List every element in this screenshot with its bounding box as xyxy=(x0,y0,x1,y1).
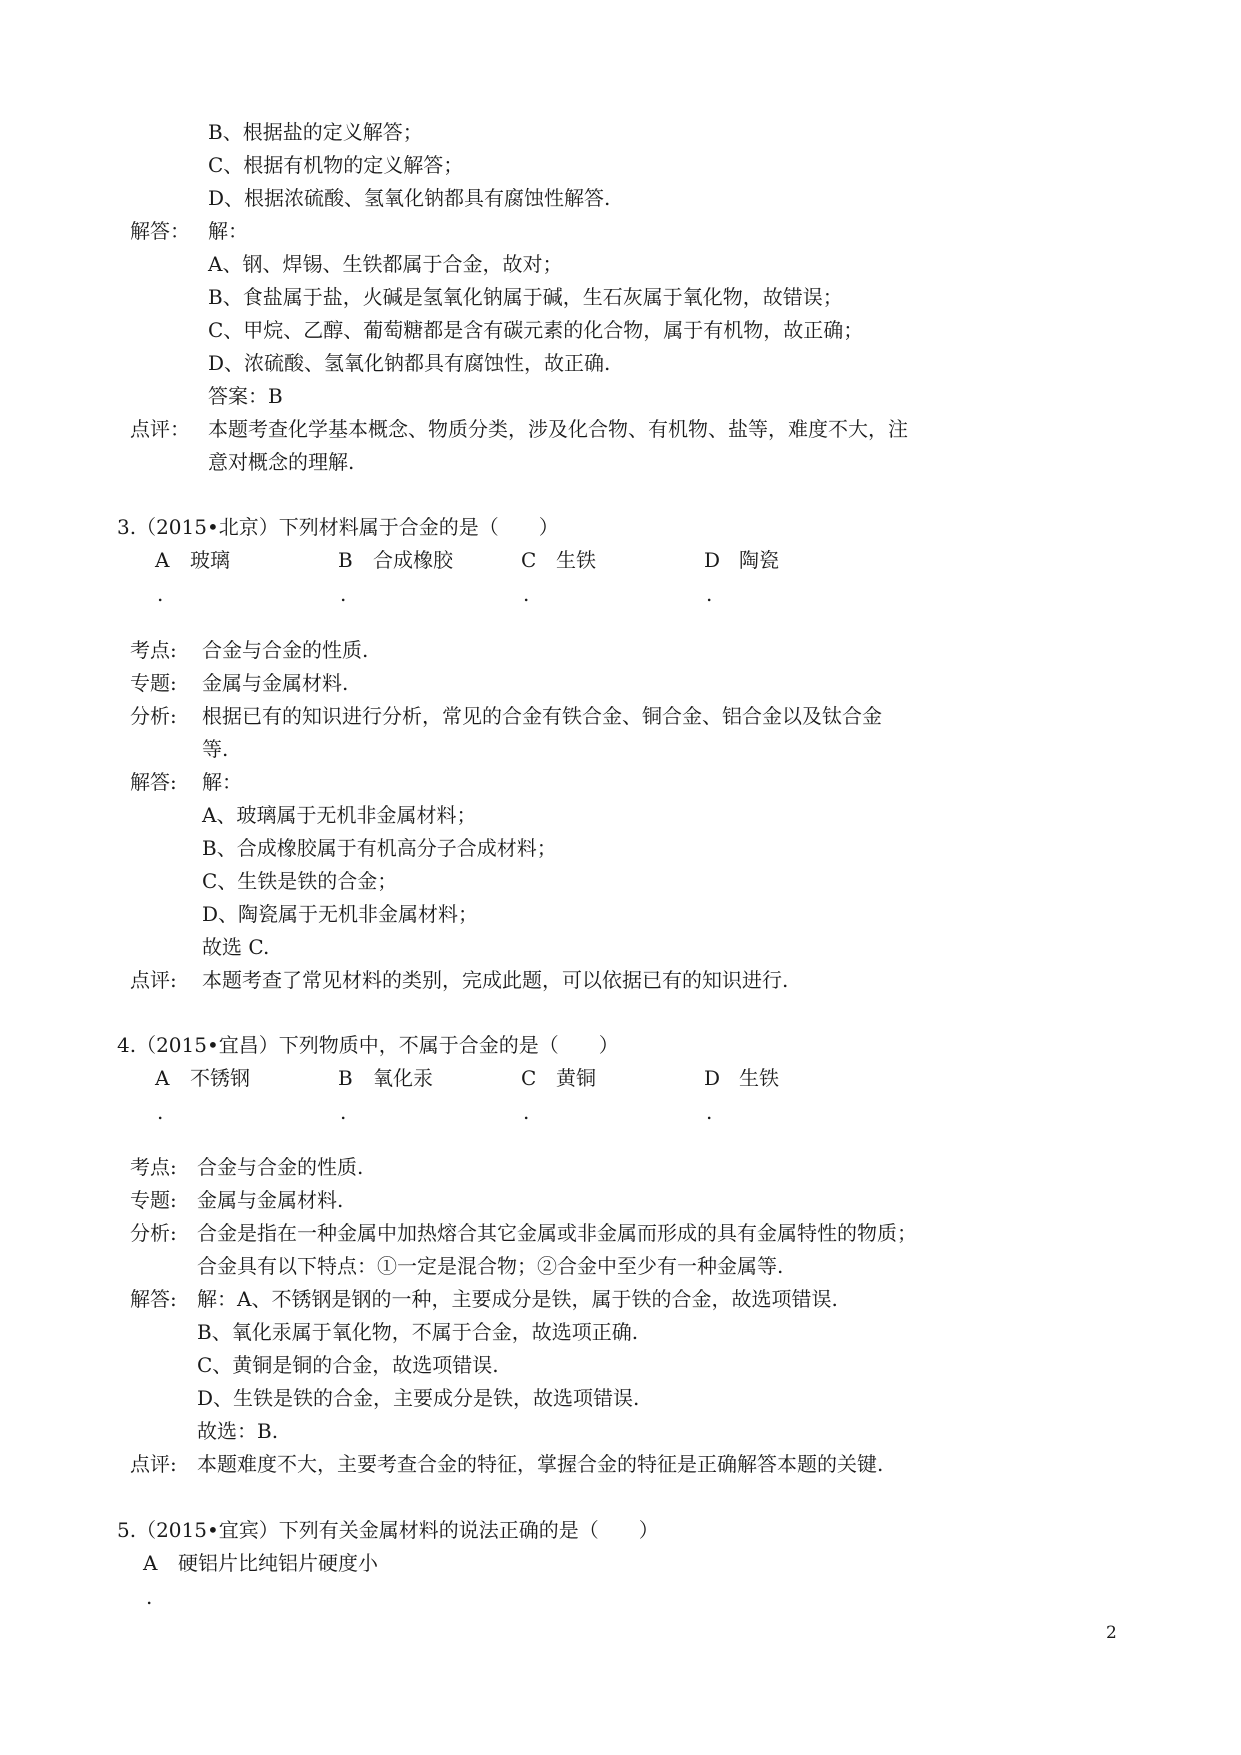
page-number: 2 xyxy=(1106,1623,1117,1643)
q2-answer-line: C、甲烷、乙醇、葡萄糖都是含有碳元素的化合物，属于有机物，故正确； xyxy=(208,318,864,342)
q4-stem: 4.（2015•宜昌）下列物质中，不属于合金的是（ ） xyxy=(117,1033,619,1057)
q4-option-b-dot: . xyxy=(340,1100,347,1124)
q3-option-d-letter: D xyxy=(704,548,721,572)
q4-jieda-line: 解：A、不锈钢是钢的一种，主要成分是铁，属于铁的合金，故选项错误. xyxy=(197,1287,838,1311)
q5-option-a-text: 硬铝片比纯铝片硬度小 xyxy=(178,1551,378,1575)
q4-dianping: 本题难度不大，主要考查合金的特征，掌握合金的特征是正确解答本题的关键. xyxy=(197,1452,884,1476)
q4-kaodian: 合金与合金的性质. xyxy=(197,1155,364,1179)
q2-analysis-line: D、根据浓硫酸、氢氧化钠都具有腐蚀性解答. xyxy=(208,186,611,210)
q3-option-b-text: 合成橡胶 xyxy=(373,548,453,572)
q2-answer-label: 解答： xyxy=(130,219,190,243)
q2-analysis-line: B、根据盐的定义解答； xyxy=(208,120,423,144)
q4-option-b-letter: B xyxy=(338,1066,353,1090)
q4-option-d-text: 生铁 xyxy=(739,1066,779,1090)
q4-jieda-line: 故选：B. xyxy=(197,1419,279,1443)
q4-zhuanti: 金属与金属材料. xyxy=(197,1188,344,1212)
q3-jieda-line: D、陶瓷属于无机非金属材料； xyxy=(202,902,479,926)
q4-option-d-letter: D xyxy=(704,1066,721,1090)
q3-option-b-dot: . xyxy=(340,582,347,606)
q4-option-b-text: 氧化汞 xyxy=(373,1066,433,1090)
q2-answer-line: B、食盐属于盐，火碱是氢氧化钠属于碱，生石灰属于氧化物，故错误； xyxy=(208,285,843,309)
q2-answer-line: 答案：B xyxy=(208,384,283,408)
q4-fenxi-line: 合金具有以下特点：①一定是混合物；②合金中至少有一种金属等. xyxy=(197,1254,784,1278)
q3-fenxi-line: 等. xyxy=(202,737,229,761)
q3-option-a-letter: A xyxy=(155,548,170,572)
q3-fenxi-label: 分析: xyxy=(130,704,177,728)
q4-fenxi-label: 分析: xyxy=(130,1221,177,1245)
q2-comment-line: 本题考查化学基本概念、物质分类，涉及化合物、有机物、盐等，难度不大，注 xyxy=(208,417,908,441)
q2-answer-line: A、钢、焊锡、生铁都属于合金，故对； xyxy=(208,252,563,276)
q4-option-a-dot: . xyxy=(157,1100,164,1124)
q4-jieda-line: D、生铁是铁的合金，主要成分是铁，故选项错误. xyxy=(197,1386,640,1410)
q3-stem: 3.（2015•北京）下列材料属于合金的是（ ） xyxy=(117,515,559,539)
q4-option-c-text: 黄铜 xyxy=(556,1066,596,1090)
q3-kaodian-label: 考点: xyxy=(130,638,177,662)
q3-fenxi-line: 根据已有的知识进行分析，常见的合金有铁合金、铜合金、铝合金以及钛合金 xyxy=(202,704,882,728)
q3-option-d-dot: . xyxy=(706,582,713,606)
q5-stem: 5.（2015•宜宾）下列有关金属材料的说法正确的是（ ） xyxy=(117,1518,659,1542)
q2-answer-line: 解： xyxy=(208,219,248,243)
q3-jieda-line: 故选 C. xyxy=(202,935,270,959)
q2-comment-label: 点评： xyxy=(130,417,190,441)
q3-option-c-text: 生铁 xyxy=(556,548,596,572)
q4-dianping-label: 点评: xyxy=(130,1452,177,1476)
q4-option-d-dot: . xyxy=(706,1100,713,1124)
q5-option-a-dot: . xyxy=(146,1585,153,1609)
q3-option-b-letter: B xyxy=(338,548,353,572)
q3-option-a-text: 玻璃 xyxy=(190,548,230,572)
q3-option-c-dot: . xyxy=(523,582,530,606)
q4-jieda-line: C、黄铜是铜的合金，故选项错误. xyxy=(197,1353,499,1377)
q3-jieda-line: C、生铁是铁的合金； xyxy=(202,869,398,893)
q5-option-a-letter: A xyxy=(143,1551,158,1575)
q3-zhuanti-label: 专题: xyxy=(130,671,177,695)
q3-dianping-label: 点评: xyxy=(130,968,177,992)
q3-kaodian: 合金与合金的性质. xyxy=(202,638,369,662)
q4-jieda-line: B、氧化汞属于氧化物，不属于合金，故选项正确. xyxy=(197,1320,639,1344)
q4-option-a-letter: A xyxy=(155,1066,170,1090)
q4-fenxi-line: 合金是指在一种金属中加热熔合其它金属或非金属而形成的具有金属特性的物质； xyxy=(197,1221,917,1245)
q3-option-a-dot: . xyxy=(157,582,164,606)
q3-dianping: 本题考查了常见材料的类别，完成此题，可以依据已有的知识进行. xyxy=(202,968,789,992)
q3-jieda-line: B、合成橡胶属于有机高分子合成材料； xyxy=(202,836,557,860)
q3-jieda-label: 解答: xyxy=(130,770,177,794)
q3-jieda-line: 解： xyxy=(202,770,242,794)
q3-zhuanti: 金属与金属材料. xyxy=(202,671,349,695)
q4-kaodian-label: 考点: xyxy=(130,1155,177,1179)
q3-option-c-letter: C xyxy=(521,548,537,572)
q4-zhuanti-label: 专题: xyxy=(130,1188,177,1212)
q4-option-c-letter: C xyxy=(521,1066,537,1090)
q2-comment-line: 意对概念的理解. xyxy=(208,450,355,474)
q3-option-d-text: 陶瓷 xyxy=(739,548,779,572)
q3-jieda-line: A、玻璃属于无机非金属材料； xyxy=(202,803,477,827)
q4-option-c-dot: . xyxy=(523,1100,530,1124)
q2-answer-line: D、浓硫酸、氢氧化钠都具有腐蚀性，故正确. xyxy=(208,351,611,375)
q4-option-a-text: 不锈钢 xyxy=(190,1066,250,1090)
q4-jieda-label: 解答: xyxy=(130,1287,177,1311)
q2-analysis-line: C、根据有机物的定义解答； xyxy=(208,153,464,177)
